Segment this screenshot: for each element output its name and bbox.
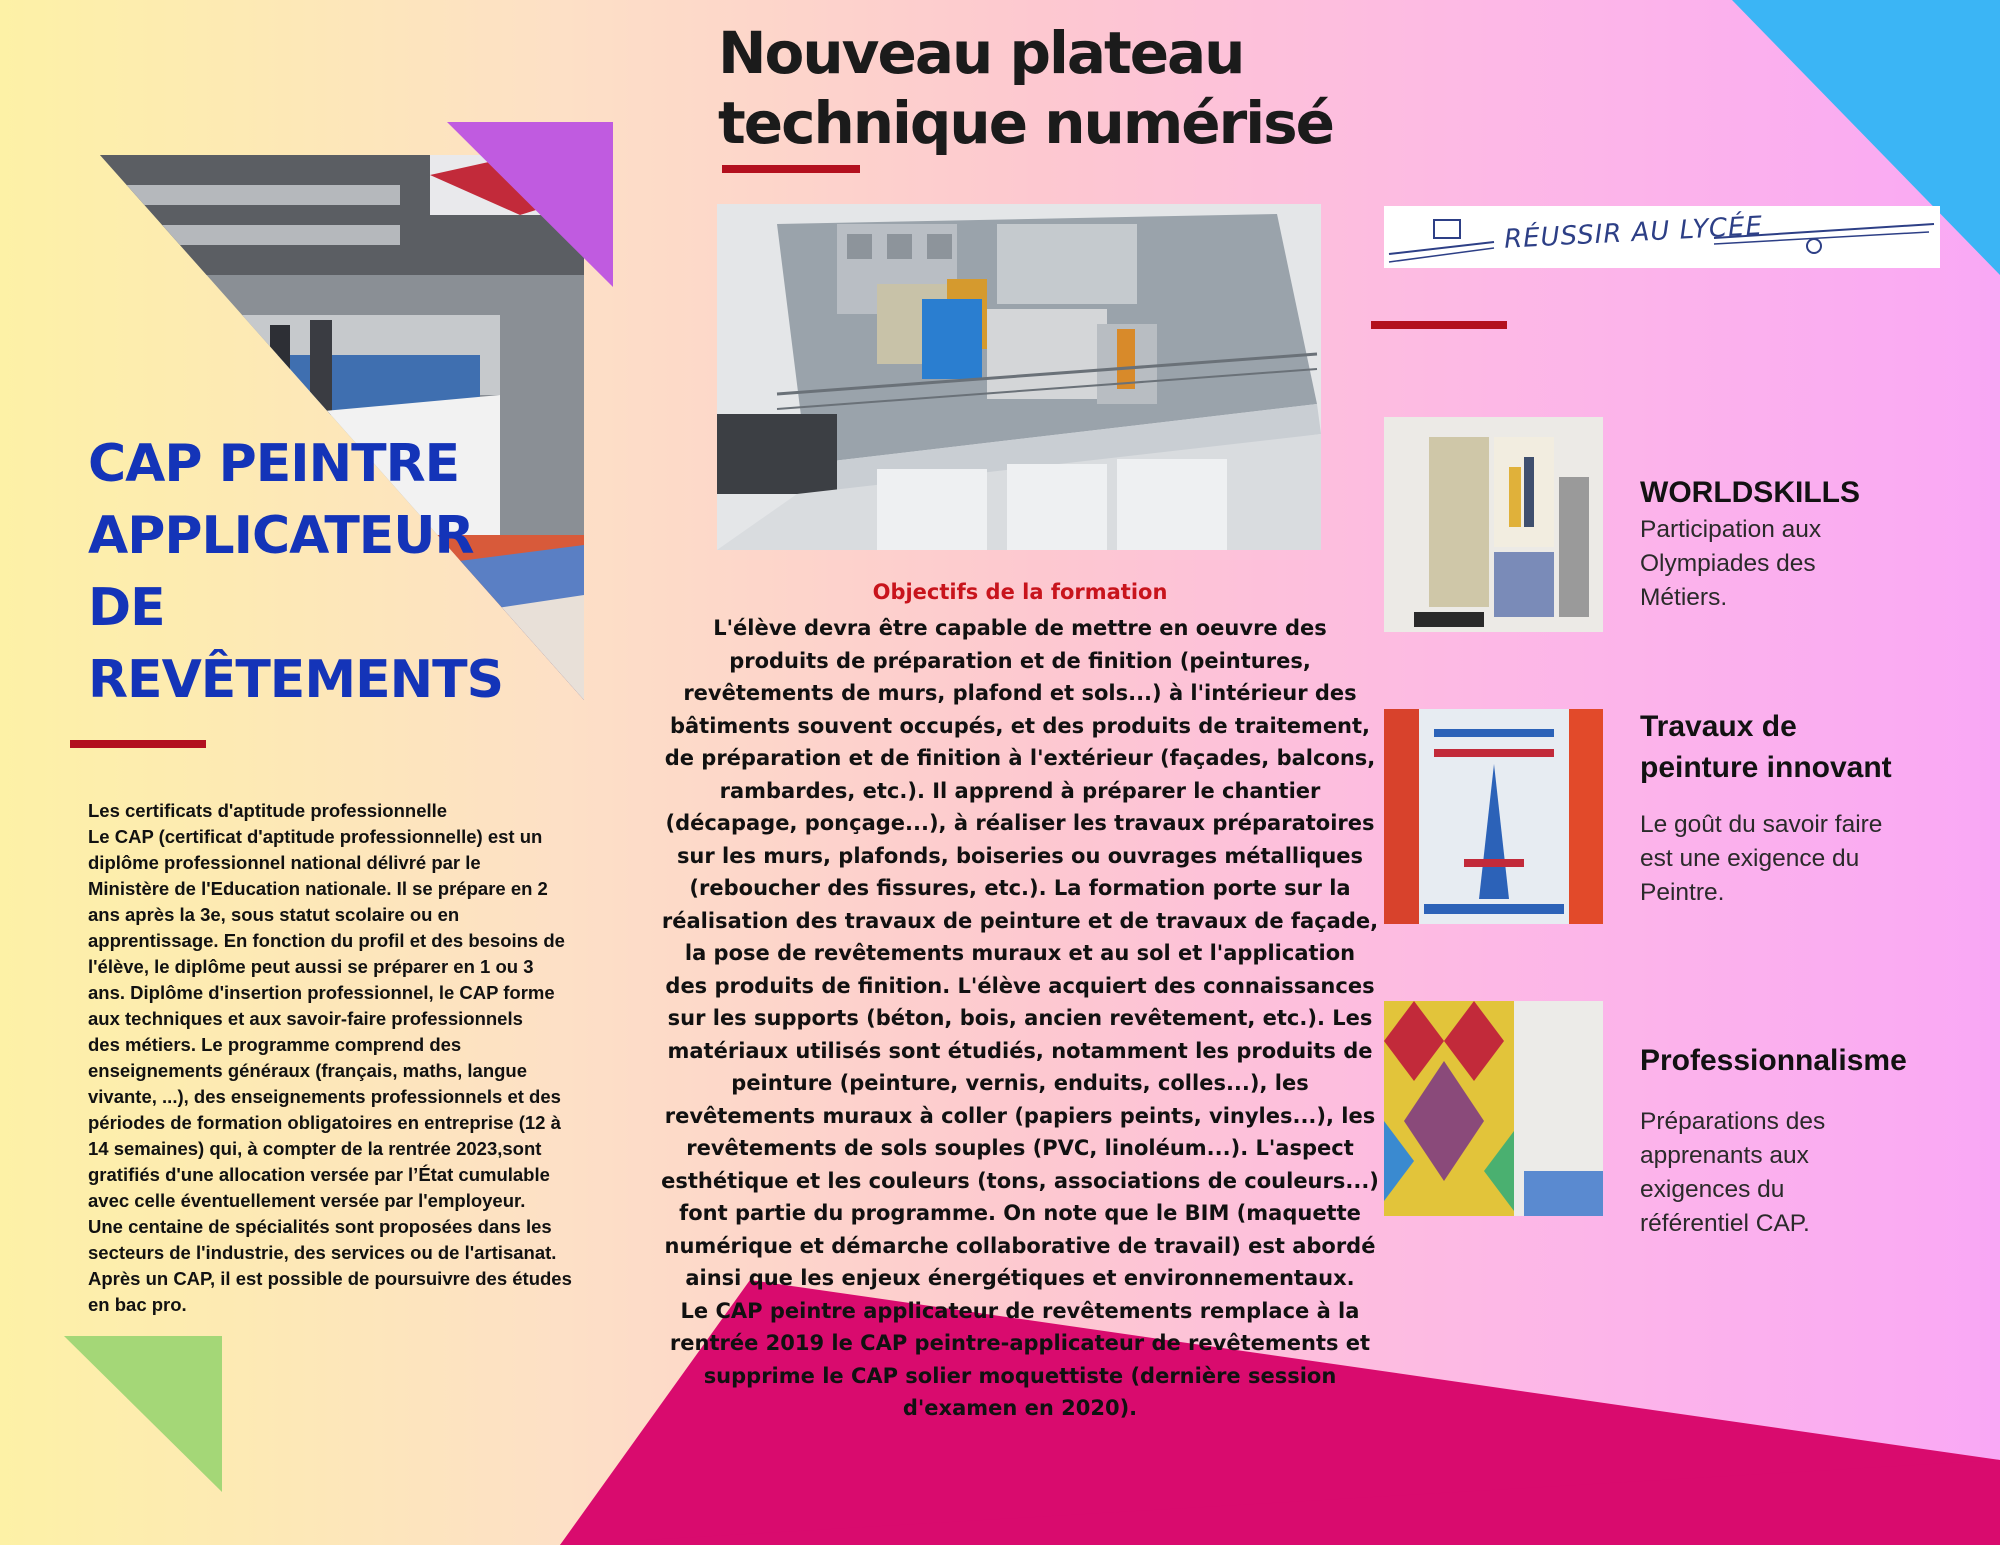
body-line: secteurs de l'industrie, des services ou de l'artisanat. xyxy=(88,1242,557,1263)
feature-painting xyxy=(1640,706,1980,910)
objectives-line: matériaux utilisés sont étudiés, notamment les produits de xyxy=(667,1038,1373,1063)
title-line-2: technique numérisé xyxy=(718,89,1333,157)
cap-title-line: APPLICATEUR xyxy=(88,506,474,566)
painting-work-photo xyxy=(1384,709,1603,924)
feature-professionalism xyxy=(1640,1040,1980,1241)
digital-workshop-render xyxy=(717,204,1321,550)
objectives-title: Objectifs de la formation xyxy=(872,580,1168,604)
feature-text: Peintre. xyxy=(1640,879,1725,906)
reussir-au-lycee-banner xyxy=(1384,206,1940,268)
body-line: Ministère de l'Education nationale. Il se prépare en 2 xyxy=(88,878,548,899)
objectives-line: réalisation des travaux de peinture et de travaux de façade, xyxy=(661,908,1379,933)
objectives-line: supprime le CAP solier moquettiste (dernière session xyxy=(703,1363,1337,1388)
feature-title: peinture innovant xyxy=(1640,751,1892,784)
cap-title-line: CAP PEINTRE xyxy=(88,434,460,494)
cap-title-underline xyxy=(70,740,206,748)
objectives-line: L'élève devra être capable de mettre en oeuvre des xyxy=(713,616,1327,640)
feature-text: Le goût du savoir faire xyxy=(1640,811,1883,838)
body-line: vivante, ...), des enseignements professionnels et des xyxy=(88,1086,561,1107)
title-underline xyxy=(722,165,860,173)
objectives-line: d'examen en 2020). xyxy=(902,1396,1138,1420)
objectives-line: sur les supports (béton, bois, ancien revêtement, etc.). Les xyxy=(667,1006,1373,1030)
page-title xyxy=(718,18,1418,158)
body-line: avec celle éventuellement versée par l'employeur. xyxy=(88,1190,526,1211)
objectives-line: de préparation et de finition à l'extérieur (façades, balcons, xyxy=(664,746,1376,770)
body-line: des métiers. Le programme comprend des xyxy=(88,1034,462,1055)
body-line: enseignements généraux (français, maths, langue xyxy=(88,1060,528,1081)
body-line: en bac pro. xyxy=(88,1294,187,1315)
banner-text: RÉUSSIR AU LYCÉE xyxy=(1503,211,1764,255)
body-line: Après un CAP, il est possible de poursuivre des études xyxy=(88,1268,572,1289)
objectives-line: esthétique et les couleurs (tons, associations de couleurs...) xyxy=(661,1168,1379,1193)
right-underline xyxy=(1371,321,1507,329)
body-line: aux techniques et aux savoir-faire professionnels xyxy=(88,1008,523,1029)
objectives-line: bâtiments souvent occupés, et des produits de traitement, xyxy=(669,713,1371,738)
feature-title: WORLDSKILLS xyxy=(1640,476,1860,509)
feature-text: est une exigence du xyxy=(1640,845,1860,872)
objectives-line: (reboucher des fissures, etc.). La formation porte sur la xyxy=(689,876,1351,900)
objectives-line: produits de préparation et de finition (peintures, xyxy=(729,648,1311,673)
body-line: ans après la 3e, sous statut scolaire ou en xyxy=(88,904,460,925)
body-line: Le CAP (certificat d'aptitude professionnelle) est un xyxy=(88,826,543,847)
objectives-line: Le CAP peintre applicateur de revêtements remplace à la xyxy=(680,1298,1360,1323)
objectives-line: peinture (peinture, vernis, enduits, colles...), les xyxy=(731,1071,1309,1095)
laptop-icon xyxy=(1434,220,1460,238)
body-line: Les certificats d'aptitude professionnelle xyxy=(88,800,448,821)
body-line: gratifiés d'une allocation versée par l’État cumulable xyxy=(88,1164,550,1185)
objectives-line: numérique et démarche collaborative de travail) est abordé xyxy=(664,1233,1376,1258)
cap-title xyxy=(88,428,558,716)
objectives-line: des produits de finition. L'élève acquiert des connaissances xyxy=(665,973,1375,998)
feature-title: Professionnalisme xyxy=(1640,1044,1907,1077)
body-line: ans. Diplôme d'insertion professionnel, le CAP forme xyxy=(88,982,555,1003)
objectives-line: revêtements de sols souples (PVC, linoléum...). L'aspect xyxy=(686,1136,1354,1160)
objectives-line: la pose de revêtements muraux et au sol et l'application xyxy=(684,941,1356,965)
feature-text: Métiers. xyxy=(1640,584,1728,611)
cap-description xyxy=(88,798,628,1318)
feature-text: Participation aux xyxy=(1640,516,1822,543)
feature-title: Travaux de xyxy=(1640,710,1797,743)
objectives-line: sur les murs, plafonds, boiseries ou ouvrages métalliques xyxy=(676,843,1364,868)
objectives-line: ainsi que les enjeux énergétiques et environnementaux. xyxy=(685,1266,1355,1290)
professionalism-photo xyxy=(1384,1001,1603,1216)
worldskills-photo xyxy=(1384,417,1603,632)
cap-title-line: REVÊTEMENTS xyxy=(88,650,504,710)
objectives-line: (décapage, ponçage...), à réaliser les travaux préparatoires xyxy=(665,811,1375,835)
green-triangle xyxy=(64,1336,222,1492)
objectives-text xyxy=(660,612,1380,1425)
body-line: 14 semaines) qui, à compter de la rentrée 2023,sont xyxy=(88,1138,542,1159)
body-line: apprentissage. En fonction du profil et des besoins de xyxy=(88,930,565,951)
cap-title-line: DE xyxy=(88,578,165,638)
title-line-1: Nouveau plateau xyxy=(718,19,1244,87)
objectives-line: revêtements muraux à coller (papiers peints, vinyles...), les xyxy=(664,1103,1376,1128)
feature-worldskills xyxy=(1640,472,1980,615)
feature-text: exigences du xyxy=(1640,1176,1785,1203)
objectives-line: rentrée 2019 le CAP peintre-applicateur de revêtements et xyxy=(669,1331,1371,1355)
objectives-line: rambardes, etc.). Il apprend à préparer le chantier xyxy=(719,778,1321,803)
body-line: l'élève, le diplôme peut aussi se préparer en 1 ou 3 xyxy=(88,956,534,977)
body-line: Une centaine de spécialités sont proposées dans les xyxy=(88,1216,552,1237)
feature-text: Préparations des xyxy=(1640,1108,1826,1135)
objectives-line: font partie du programme. On note que le BIM (maquette xyxy=(679,1201,1361,1225)
globe-icon xyxy=(1807,239,1821,253)
feature-text: référentiel CAP. xyxy=(1640,1210,1810,1237)
feature-text: Olympiades des xyxy=(1640,550,1816,577)
body-line: diplôme professionnel national délivré par le xyxy=(88,852,481,873)
objectives-line: revêtements de murs, plafond et sols...) à l'intérieur des xyxy=(683,681,1357,705)
body-line: périodes de formation obligatoires en entreprise (12 à xyxy=(88,1112,561,1133)
feature-text: apprenants aux xyxy=(1640,1142,1809,1169)
